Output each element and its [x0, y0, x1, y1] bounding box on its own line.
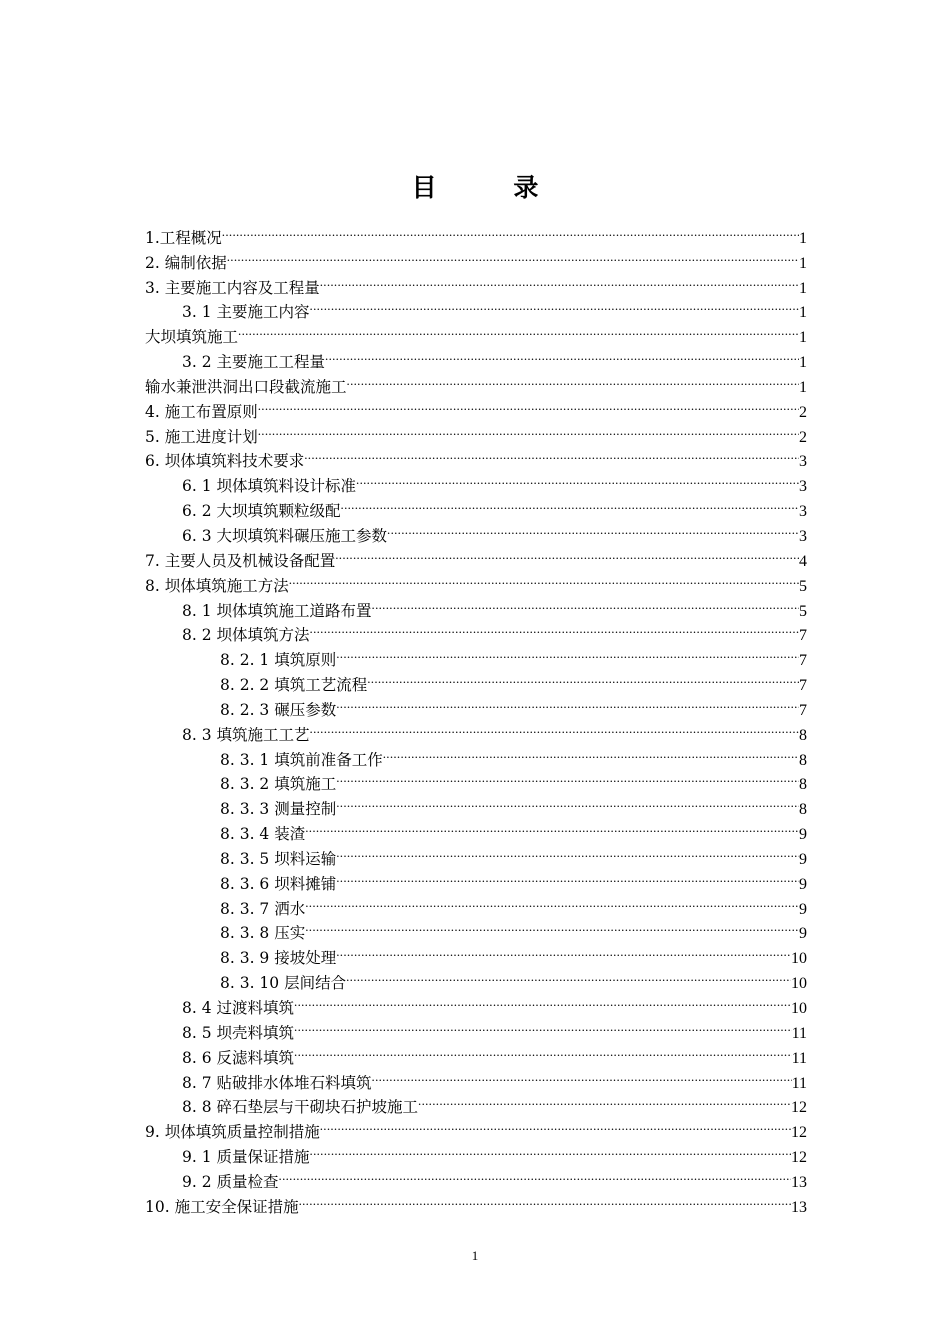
toc-entry-title: 7. 主要人员及机械设备配置 — [145, 551, 336, 570]
toc-dot-leader — [294, 1013, 792, 1038]
toc-entry-title: 8. 3. 8 压实 — [220, 924, 306, 943]
toc-dot-leader — [294, 988, 791, 1013]
toc-entry-title: 5. 施工进度计划 — [145, 427, 258, 446]
toc-dot-leader — [279, 1162, 791, 1187]
toc-entry-page-number: 12 — [791, 1149, 807, 1167]
toc-dot-leader — [383, 740, 799, 765]
toc-dot-leader — [418, 1088, 791, 1113]
toc-entry-title: 8. 3. 4 装渣 — [220, 825, 306, 844]
toc-dot-leader — [222, 218, 799, 243]
toc-entry-title: 8. 3. 10 层间结合 — [220, 974, 347, 993]
toc-dot-leader — [335, 541, 799, 566]
toc-entry-title: 10. 施工安全保证措施 — [145, 1197, 299, 1216]
toc-dot-leader — [310, 1137, 791, 1162]
toc-entry-title: 6. 2 大坝填筑颗粒级配 — [182, 502, 341, 521]
page-title: 目 录 — [411, 173, 573, 202]
toc-entry-title: 8. 2. 3 碾压参数 — [220, 700, 337, 719]
toc-entry-page-number: 3 — [799, 453, 807, 471]
toc-dot-leader — [372, 1063, 792, 1088]
toc-entry-page-number: 11 — [791, 1049, 807, 1067]
toc-entry-page-number: 3 — [799, 478, 807, 496]
toc-entry[interactable] — [145, 268, 807, 297]
toc-dot-leader — [258, 392, 799, 417]
toc-entry-page-number: 8 — [799, 801, 807, 819]
toc-dot-leader — [310, 293, 799, 318]
toc-entry-page-number: 8 — [799, 726, 807, 744]
toc-entry-title: 8. 3. 1 填筑前准备工作 — [220, 750, 383, 769]
toc-entry-title: 8. 5 坝壳料填筑 — [182, 1023, 295, 1042]
toc-entry-title: 8. 3. 6 坝料摊铺 — [220, 874, 337, 893]
toc-dot-leader — [336, 640, 799, 665]
toc-entry-page-number: 9 — [799, 900, 807, 918]
toc-entry-page-number: 13 — [791, 1173, 807, 1191]
toc-entry-page-number: 7 — [799, 652, 807, 670]
toc-entry-title: 9. 2 质量检查 — [182, 1172, 279, 1191]
toc-entry-page-number: 10 — [791, 1000, 807, 1017]
table-of-contents — [145, 218, 807, 1216]
toc-dot-leader — [387, 516, 799, 541]
toc-entry-title: 2. 编制依据 — [145, 253, 227, 272]
toc-dot-leader — [336, 789, 799, 814]
toc-dot-leader — [336, 839, 799, 864]
toc-entry-title: 8. 3. 9 接坡处理 — [220, 949, 337, 968]
toc-dot-leader — [336, 690, 799, 715]
toc-entry-page-number: 9 — [799, 826, 807, 844]
toc-entry-page-number: 9 — [799, 875, 807, 893]
toc-entry-page-number: 1 — [799, 304, 807, 322]
toc-entry-title: 1.工程概况 — [145, 228, 222, 247]
toc-dot-leader — [346, 963, 791, 988]
toc-entry-title: 9. 1 质量保证措施 — [182, 1148, 310, 1167]
toc-entry-page-number: 5 — [799, 602, 807, 620]
toc-entry-page-number: 5 — [799, 577, 807, 595]
toc-entry-page-number: 1 — [799, 229, 807, 247]
toc-entry-title: 8. 1 坝体填筑施工道路布置 — [182, 601, 372, 620]
toc-entry-title: 6. 1 坝体填筑料设计标准 — [182, 477, 357, 496]
toc-dot-leader — [258, 417, 799, 442]
toc-entry-page-number: 1 — [799, 254, 807, 272]
toc-entry-page-number: 3 — [799, 527, 807, 545]
toc-entry-title: 大坝填筑施工 — [145, 328, 239, 347]
toc-entry-page-number: 12 — [791, 1124, 807, 1142]
toc-dot-leader — [336, 938, 791, 963]
toc-dot-leader — [320, 1112, 791, 1137]
toc-entry-page-number: 1 — [799, 279, 807, 297]
toc-dot-leader — [367, 665, 799, 690]
toc-entry-page-number: 13 — [791, 1198, 807, 1216]
toc-entry-page-number: 3 — [799, 503, 807, 521]
toc-entry-title: 8. 3. 3 测量控制 — [220, 800, 337, 819]
toc-dot-leader — [341, 491, 799, 516]
toc-entry-title: 8. 2 坝体填筑方法 — [182, 626, 310, 645]
toc-entry-title: 3. 1 主要施工内容 — [182, 303, 310, 322]
toc-entry-page-number: 2 — [799, 428, 807, 446]
toc-dot-leader — [305, 914, 799, 939]
toc-dot-leader — [356, 466, 799, 491]
toc-entry-page-number: 1 — [799, 378, 807, 396]
toc-dot-leader — [304, 442, 799, 467]
toc-entry-page-number: 12 — [791, 1099, 807, 1117]
toc-entry-page-number: 1 — [799, 329, 807, 347]
toc-entry-page-number: 11 — [791, 1074, 807, 1092]
toc-entry-title: 4. 施工布置原则 — [145, 402, 258, 421]
toc-dot-leader — [336, 765, 799, 790]
toc-entry-title: 8. 3. 7 洒水 — [220, 899, 306, 918]
toc-entry-page-number: 11 — [791, 1024, 807, 1042]
toc-entry-page-number: 7 — [799, 677, 807, 695]
toc-entry-page-number: 4 — [799, 552, 807, 570]
toc-entry-title: 输水兼泄洪洞出口段截流施工 — [145, 377, 347, 396]
toc-entry-title: 9. 坝体填筑质量控制措施 — [145, 1123, 320, 1142]
toc-dot-leader — [310, 616, 799, 641]
toc-entry-title: 8. 3. 2 填筑施工 — [220, 775, 337, 794]
toc-dot-leader — [305, 889, 799, 914]
toc-entry-title: 3. 2 主要施工工程量 — [182, 353, 326, 372]
toc-entry-page-number: 10 — [791, 975, 807, 993]
toc-dot-leader — [289, 566, 799, 591]
toc-entry-page-number: 8 — [799, 751, 807, 769]
toc-entry-title: 8. 3. 5 坝料运输 — [220, 849, 337, 868]
toc-entry[interactable] — [145, 342, 807, 372]
toc-dot-leader — [238, 317, 799, 342]
toc-dot-leader — [299, 1187, 791, 1212]
toc-entry[interactable] — [145, 243, 807, 272]
toc-dot-leader — [372, 591, 799, 616]
toc-dot-leader — [310, 715, 799, 740]
toc-entry-page-number: 9 — [799, 850, 807, 868]
toc-entry-title: 8. 8 碎石垫层与干砌块石护坡施工 — [182, 1098, 419, 1117]
toc-dot-leader — [227, 243, 799, 268]
toc-entry-title: 8. 2. 1 填筑原则 — [220, 651, 337, 670]
page-number: 1 — [471, 1248, 479, 1263]
toc-dot-leader — [294, 1038, 792, 1063]
toc-entry-title: 3. 主要施工内容及工程量 — [145, 278, 320, 297]
toc-dot-leader — [336, 864, 799, 889]
toc-entry-title: 8. 4 过渡料填筑 — [182, 999, 295, 1017]
toc-dot-leader — [325, 342, 799, 367]
toc-entry-title: 8. 7 贴破排水体堆石料填筑 — [182, 1073, 372, 1092]
toc-entry-title: 8. 6 反滤料填筑 — [182, 1048, 295, 1067]
toc-entry-page-number: 9 — [799, 925, 807, 943]
toc-entry-page-number: 2 — [799, 403, 807, 421]
toc-entry-title: 8. 坝体填筑施工方法 — [145, 576, 289, 595]
toc-entry-title: 8. 2. 2 填筑工艺流程 — [220, 676, 368, 695]
toc-entry-page-number: 1 — [799, 354, 807, 372]
toc-entry-page-number: 7 — [799, 627, 807, 645]
toc-entry-title: 8. 3 填筑施工工艺 — [182, 725, 310, 744]
toc-dot-leader — [320, 268, 799, 293]
toc-dot-leader — [305, 814, 799, 839]
toc-entry-title: 6. 3 大坝填筑料碾压施工参数 — [182, 526, 388, 545]
toc-entry[interactable] — [145, 317, 807, 347]
toc-entry[interactable] — [145, 218, 807, 247]
toc-entry-page-number: 7 — [799, 701, 807, 719]
toc-entry-title: 6. 坝体填筑料技术要求 — [145, 452, 305, 471]
toc-dot-leader — [347, 367, 799, 392]
toc-entry-page-number: 8 — [799, 776, 807, 794]
toc-entry-page-number: 10 — [791, 950, 807, 968]
